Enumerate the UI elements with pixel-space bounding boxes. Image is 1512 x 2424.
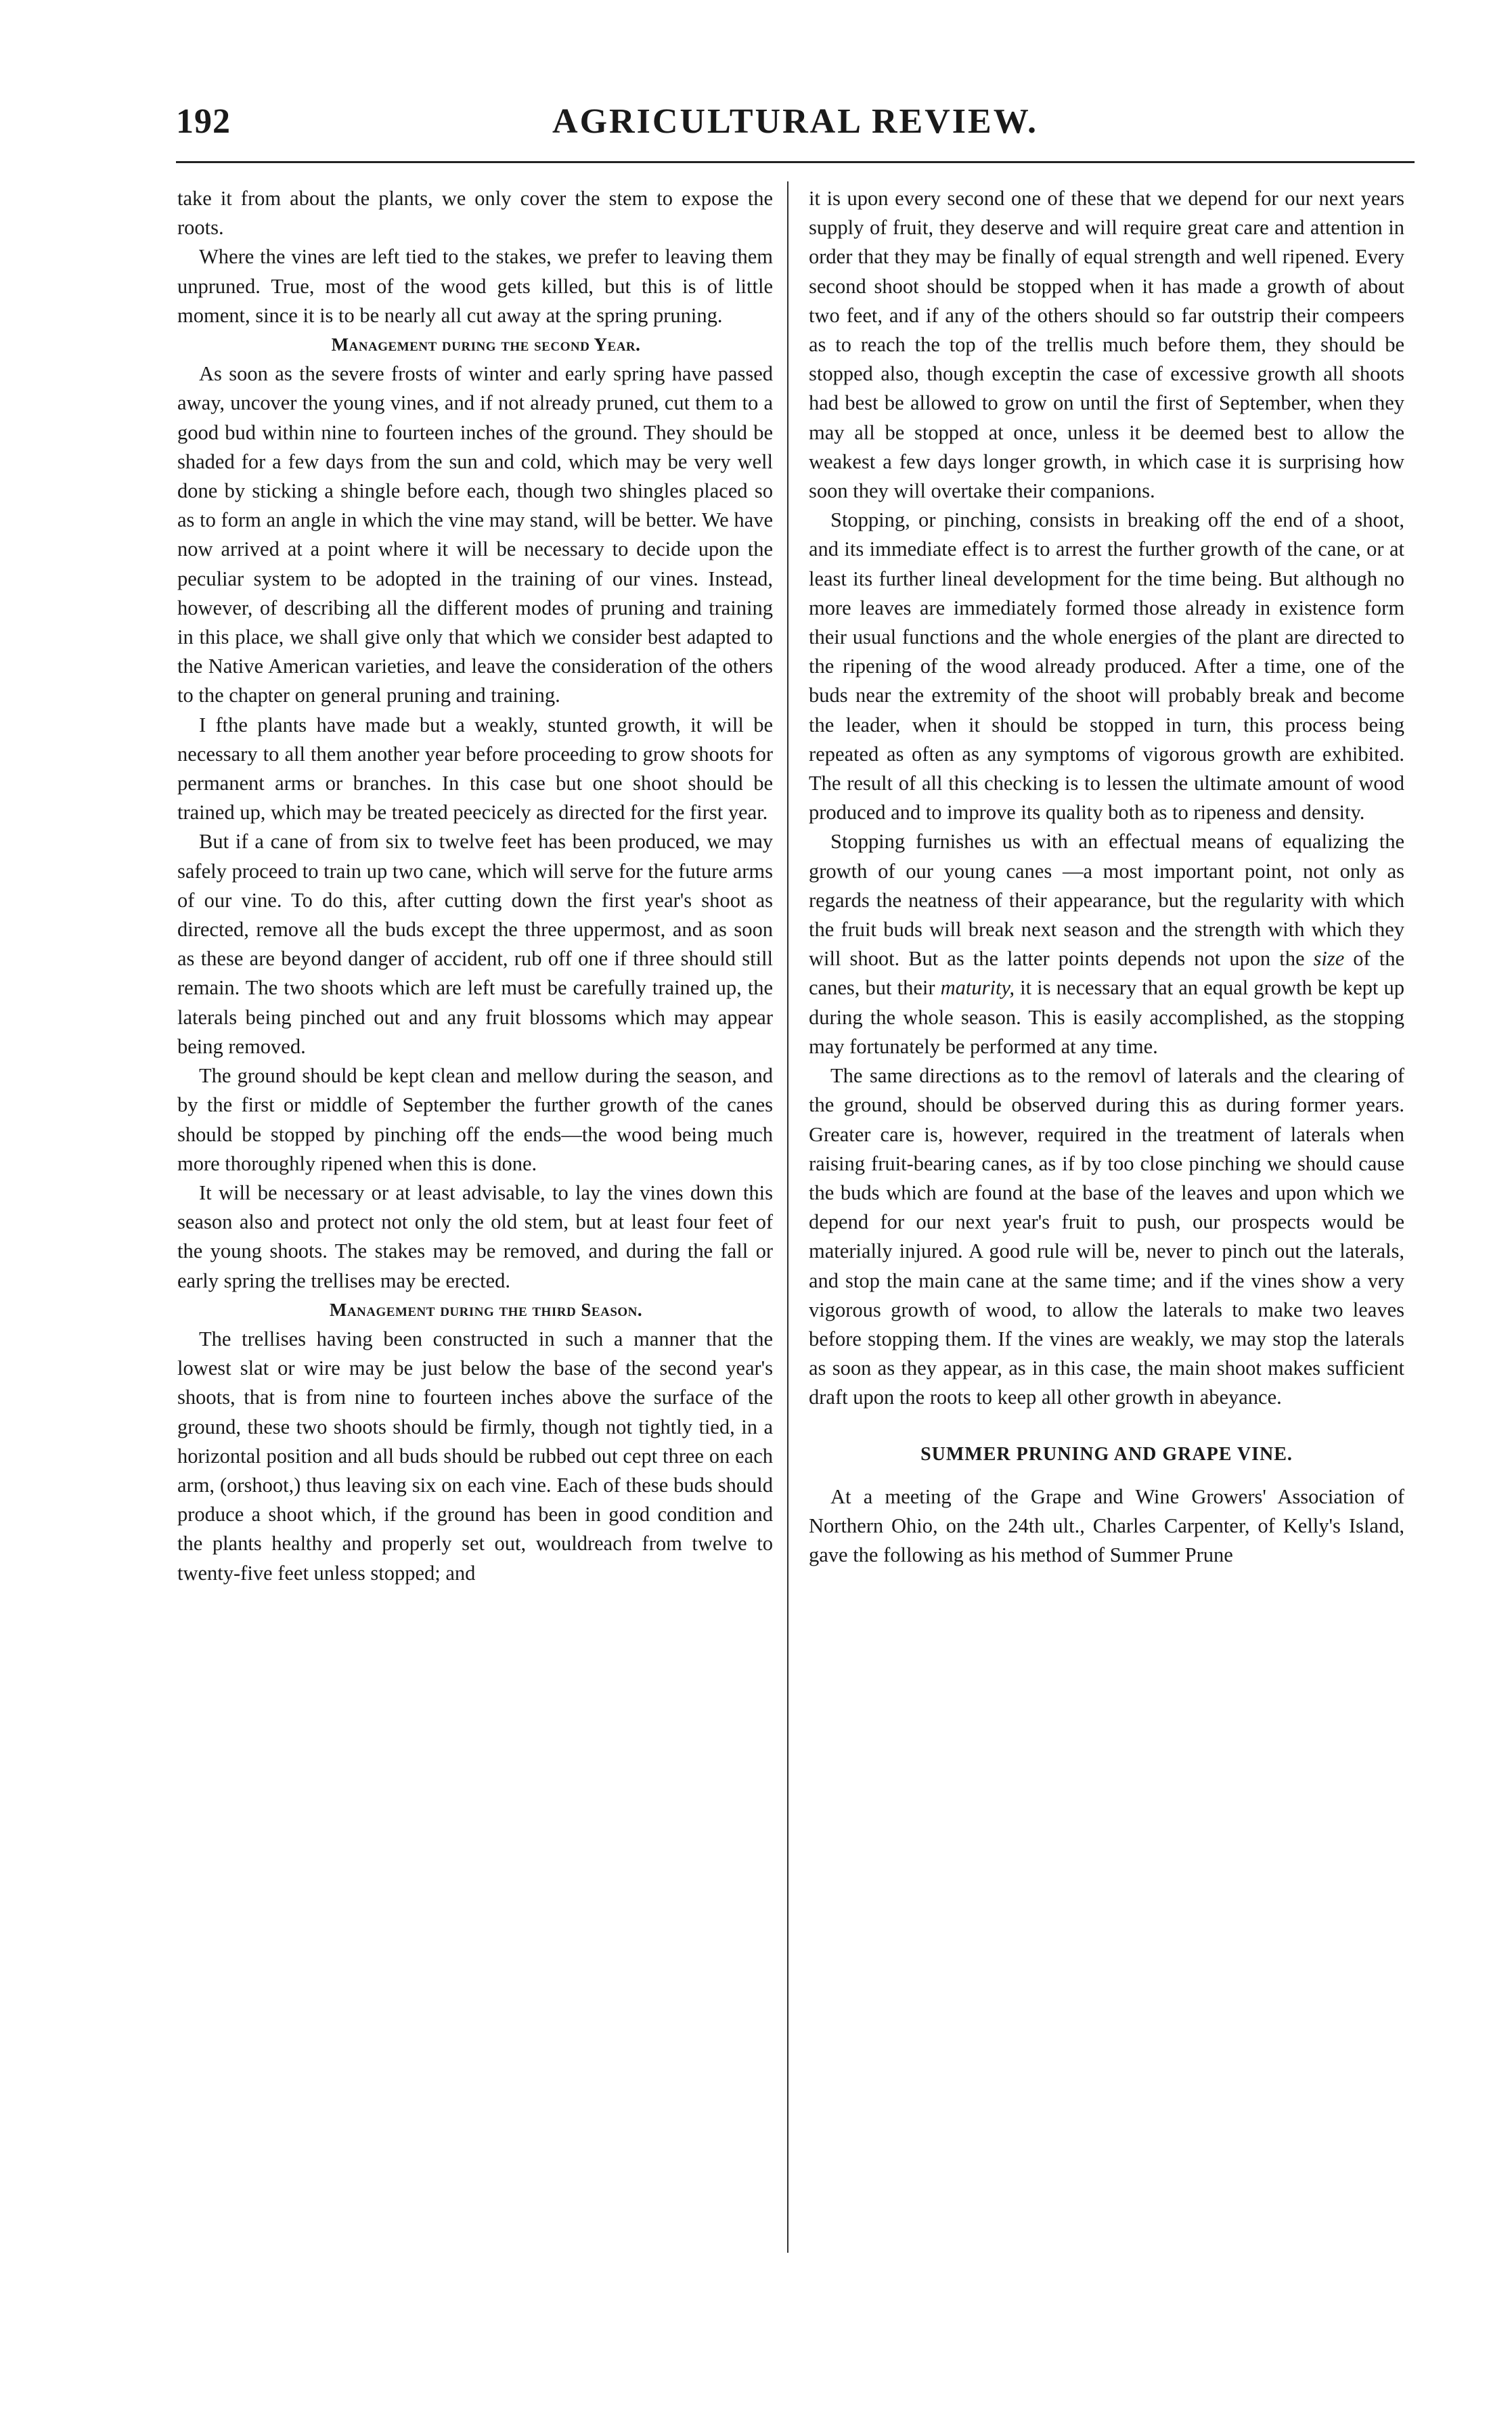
- emphasis: maturity,: [940, 976, 1015, 1000]
- text-run: Stopping furnishes us with an effectual means of equalizing the growth of our young canes —a most important point, not only as regards the neatness of their appearance, but the regularity with which the fruit buds will break next season and the strength with which they will shoot. But as the latter points depends not upon the: [809, 830, 1404, 971]
- paragraph: The same directions as to the removl of laterals and the clearing of the ground, should be observed during this as during former years. Greater care is, however, required in the treatment of laterals when raising fruit-bearing canes, as if by too close pinching we should cause the buds which are found at the base of the leaves and upon which we depend for our next year's fruit to push, our prospects would be materially injured. A good rule will be, never to pinch out the laterals, and stop the main cane at the same time; and if the vines show a very vigorous growth of wood, to allow the laterals to make two leaves before stopping them. If the vines are weakly, we may stop the laterals as soon as they appear, as in this case, the main shoot makes sufficient draft upon the roots to keep all other growth in abeyance.: [809, 1064, 1404, 1409]
- right-column: [809, 184, 1404, 1570]
- paragraph: At a meeting of the Grape and Wine Growers' Association of Northern Ohio, on the 24th ult., Charles Carpenter, of Kelly's Island, gave the following as his method of Summer Prune: [809, 1484, 1404, 1567]
- paragraph: [809, 827, 1404, 1061]
- column-rule: [787, 181, 788, 2253]
- subheading: Management during the second Year.: [331, 334, 641, 355]
- page-header: [176, 102, 1415, 162]
- paragraph: I fthe plants have made but a weakly, stunted growth, it will be necessary to all them another year before proceeding to grow shoots for permanent arms or branches. In this case but one shoot should be trained up, which may be treated peecicely as directed for the first year.: [177, 713, 773, 824]
- left-column: [177, 184, 773, 1588]
- paragraph: take it from about the plants, we only cover the stem to expose the roots.: [177, 187, 773, 240]
- paragraph: It will be necessary or at least advisable, to lay the vines down this season also and protect not only the old stem, but at least four feet of the young shoots. The stakes may be removed, and during the fall or early spring the trellises may be erected.: [177, 1181, 773, 1292]
- paragraph: The trellises having been constructed in such a manner that the lowest slat or wire may be just below the base of the second year's shoots, that is from nine to fourteen inches above the surface of the ground, these two shoots should be firmly, though not tightly tied, in a horizontal position and all buds should be rubbed out cept three on each arm, (orshoot,) thus leaving six on each vine. Each of these buds should produce a shoot which, if the ground has been in good condition and the plants healthy and properly set out, wouldreach from twelve to twenty-five feet unless stopped; and: [177, 1327, 773, 1585]
- paragraph: The ground should be kept clean and mellow during the season, and by the first or middle of September the further growth of the canes should be stopped by pinching off the ends—the wood being much more thoroughly ripened when this is done.: [177, 1064, 773, 1175]
- paragraph: it is upon every second one of these that we depend for our next years supply of fruit, they deserve and will require great care and attention in order that they may be finally of equal strength and well ripened. Every second shoot should be stopped when it has made a growth of about two feet, and if any of the others should so far outstrip their compeers as to reach the top of the trellis much before them, they should be stopped also, though exceptin the case of excessive growth all shoots had best be allowed to grow on until the first of September, when they may all be stopped at once, unless it be deemed best to allow the weakest a few days longer growth, in which case it is surprising how soon they will overtake their companions.: [809, 187, 1404, 503]
- subheading: Management during the third Season.: [329, 1299, 643, 1320]
- paragraph: As soon as the severe frosts of winter and early spring have passed away, uncover the young vines, and if not already pruned, cut them to a good bud within nine to fourteen inches of the ground. They should be shaded for a few days from the sun and cold, which may be very well done by sticking a shingle before each, though two shingles placed so as to form an angle in which the vine may stand, will be better. We have now arrived at a point where it will be necessary to decide upon the peculiar system to be adopted in the training of our vines. Instead, however, of describing all the different modes of pruning and training in this place, we shall give only that which we consider best adapted to the Native American varieties, and leave the consideration of the others to the chapter on general pruning and training.: [177, 362, 773, 707]
- text-run: of the canes, but their: [809, 947, 1404, 1000]
- text-run: it is necessary that an equal growth be kept up during the whole season. This is easily accomplished, as the stopping may fortunately be performed at any time.: [809, 976, 1404, 1058]
- emphasis: size: [1313, 947, 1345, 971]
- running-title: AGRICULTURAL REVIEW.: [552, 102, 1038, 141]
- paragraph: Where the vines are left tied to the stakes, we prefer to leaving them unpruned. True, most of the wood gets killed, but this is of little moment, since it is to be nearly all cut away at the spring pruning.: [177, 245, 773, 327]
- paragraph: Stopping, or pinching, consists in breaking off the end of a shoot, and its immediate effect is to arrest the further growth of the cane, or at least its further lineal development for the time being. But although no more leaves are immediately formed those already in existence form their usual functions and the whole energies of the plant are directed to the ripening of the wood already produced. After a time, one of the buds near the extremity of the shoot will probably break and become the leader, when it should be stopped in turn, this process being repeated as often as any symptoms of vigorous growth are exhibited. The result of all this checking is to lessen the ultimate amount of wood produced and to improve its quality both as to ripeness and density.: [809, 508, 1404, 824]
- section-title: SUMMER PRUNING AND GRAPE VINE.: [920, 1443, 1293, 1465]
- header-rule: [176, 161, 1415, 163]
- page-number: 192: [176, 102, 231, 141]
- paragraph: But if a cane of from six to twelve feet has been produced, we may safely proceed to train up two cane, which will serve for the future arms of our vine. To do this, after cutting down the first year's shoot as directed, remove all the buds except the three uppermost, and as soon as these are beyond danger of accident, rub off one if three should still remain. The two shoots which are left must be carefully trained up, the laterals being pinched out and any fruit blossoms which may appear being removed.: [177, 830, 773, 1058]
